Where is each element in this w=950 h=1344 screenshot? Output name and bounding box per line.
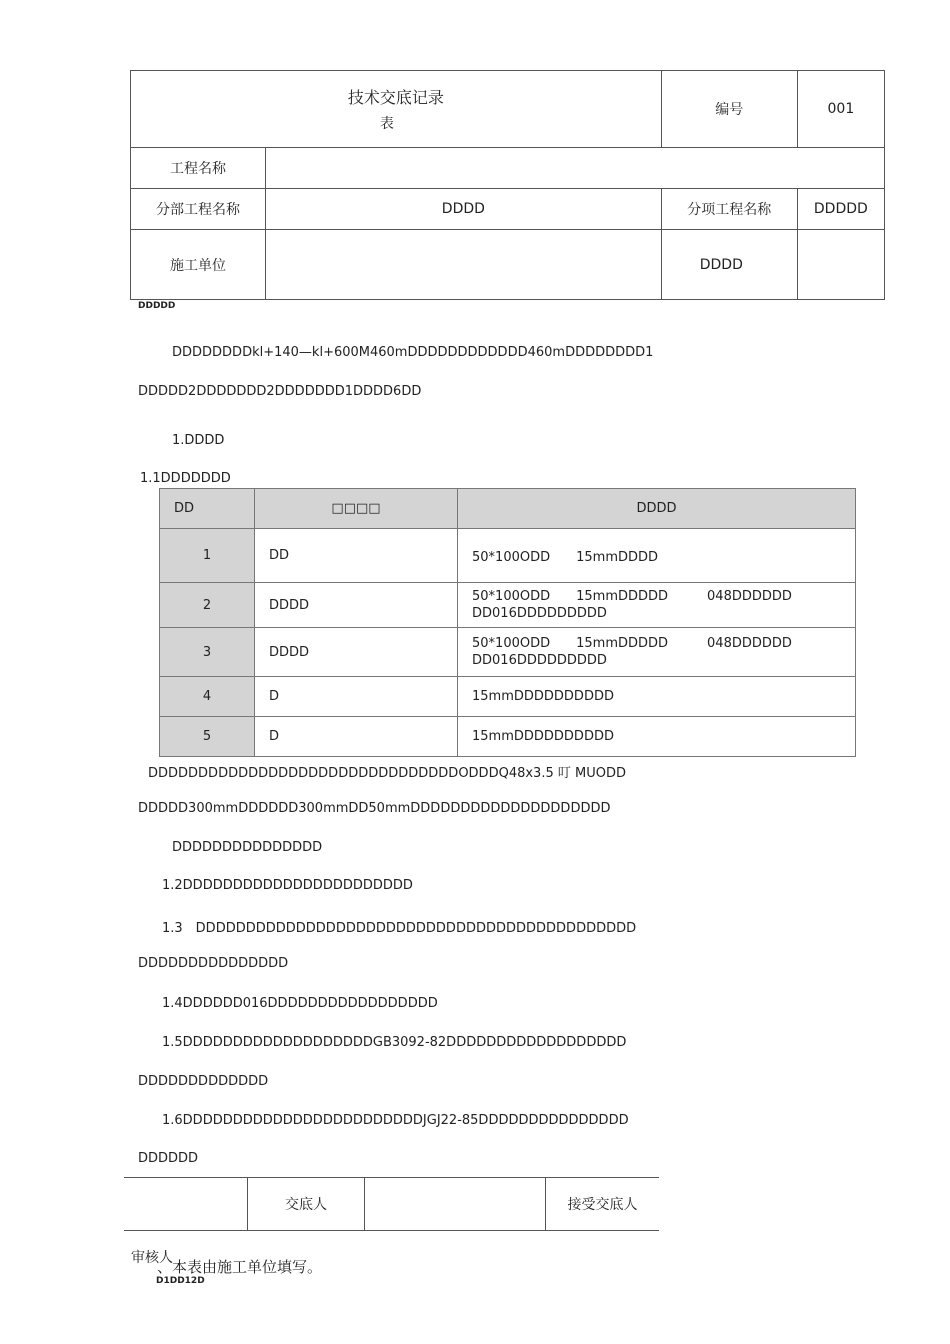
project-name-value: [266, 148, 885, 189]
sign-blank-2: [365, 1178, 546, 1231]
row-desc-cell: [458, 583, 856, 628]
row-number: 3: [160, 628, 255, 677]
unit-value3: [797, 230, 884, 300]
table-row: [160, 628, 856, 677]
reviewer-label: 审核人: [131, 1250, 173, 1266]
after-line-2: DDDDD300mmDDDDDD300mmDD50mmDDDDDDDDDDDDDDDDDDDD: [138, 801, 611, 816]
row-name: DDDD: [255, 628, 458, 677]
row-number: 4: [160, 677, 255, 717]
division-value: DDDD: [266, 189, 662, 230]
row-desc: 50*100ODD 15mmDDDDD 048DDDDDD: [472, 636, 792, 651]
row-desc-cell: [458, 628, 856, 677]
after-line-6: DDDDDDDDDDDDDDD: [138, 956, 289, 971]
paragraph-1: DDDDDDDDkl+140—kl+600M460mDDDDDDDDDDDD460mDDDDDDDD1: [172, 345, 654, 360]
footer-code: D1DD12D: [156, 1276, 205, 1286]
after-line-10: 1.6DDDDDDDDDDDDDDDDDDDDDDDDJGJ22-85DDDDDDDDDDDDDDD: [162, 1113, 629, 1128]
after-line-4: 1.2DDDDDDDDDDDDDDDDDDDDDDD: [162, 878, 413, 893]
discloser-label: 交底人: [248, 1178, 365, 1231]
after-line-7: 1.4DDDDDD016DDDDDDDDDDDDDDDDD: [162, 996, 438, 1011]
number-label: 编号: [661, 71, 797, 148]
unit-value2: DDDD: [661, 230, 797, 300]
row-name: DD: [255, 529, 458, 583]
table-row: [160, 677, 856, 717]
unit-label: 施工单位: [131, 230, 266, 300]
after-line-5: 1.3 DDDDDDDDDDDDDDDDDDDDDDDDDDDDDDDDDDDDDDDDDDDD: [162, 921, 637, 936]
after-line-3: DDDDDDDDDDDDDDD: [172, 840, 323, 855]
unit-value: [266, 230, 662, 300]
after-line-9: DDDDDDDDDDDDD: [138, 1074, 269, 1089]
row-desc: 15mmDDDDDDDDDD: [458, 717, 856, 757]
row-desc-2: DD016DDDDDDDDD: [472, 606, 607, 621]
row-number: 5: [160, 717, 255, 757]
table-row: [160, 529, 856, 583]
receiver-label: 接受交底人: [546, 1178, 660, 1231]
row-desc: 50*100ODD 15mmDDDDD 048DDDDDD: [472, 589, 792, 604]
header-table: [130, 70, 885, 300]
footer-note: 、本表由施工单位填写。: [157, 1258, 323, 1276]
after-line-11: DDDDDD: [138, 1151, 199, 1166]
number-value: 001: [797, 71, 884, 148]
subitem-value: DDDDD: [797, 189, 884, 230]
row-number: 1: [160, 529, 255, 583]
after-line-8: 1.5DDDDDDDDDDDDDDDDDDDGB3092-82DDDDDDDDDDDDDDDDDD: [162, 1035, 627, 1050]
after-line-1: DDDDDDDDDDDDDDDDDDDDDDDDDDDDDDDODDDQ48x3.5 叮 MUODD: [148, 766, 626, 781]
table-header-3: DDDD: [458, 489, 856, 529]
row-desc: 50*100ODD 15mmDDDD: [458, 529, 856, 583]
paragraph-2: DDDDD2DDDDDDD2DDDDDDD1DDDD6DD: [138, 384, 422, 399]
small-note: DDDDD: [138, 301, 176, 311]
paragraph-3: 1.DDDD: [172, 433, 225, 448]
title-cell: [131, 71, 662, 148]
row-number: 2: [160, 583, 255, 628]
table-header-2: □□□□: [255, 489, 458, 529]
subitem-label: 分项工程名称: [661, 189, 797, 230]
division-label: 分部工程名称: [131, 189, 266, 230]
table-row: [160, 717, 856, 757]
project-name-label: 工程名称: [131, 148, 266, 189]
title-line2: 表: [379, 116, 394, 132]
row-name: D: [255, 677, 458, 717]
row-name: DDDD: [255, 583, 458, 628]
title-line1: 技术交底记录: [347, 88, 444, 107]
sign-blank-1: [124, 1178, 248, 1231]
signature-table: [124, 1177, 659, 1231]
row-desc-2: DD016DDDDDDDDD: [472, 653, 607, 668]
row-name: D: [255, 717, 458, 757]
paragraph-4: 1.1DDDDDDD: [140, 471, 231, 486]
row-desc: 15mmDDDDDDDDDD: [458, 677, 856, 717]
table-header-1: DD: [160, 489, 255, 529]
materials-table: [159, 488, 856, 757]
table-row: [160, 583, 856, 628]
